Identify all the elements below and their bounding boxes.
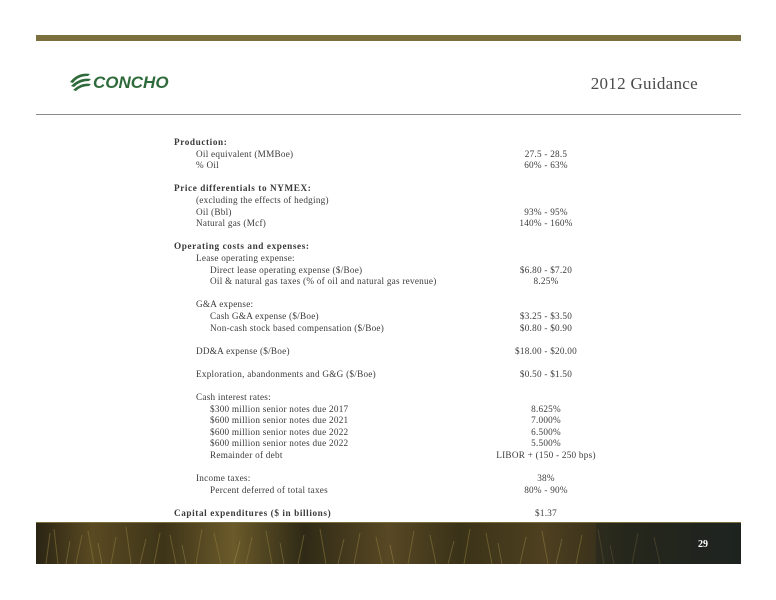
row-label: Natural gas (Mcf)	[196, 218, 267, 229]
row-value: $3.25 - $3.50	[519, 310, 573, 321]
row-label: Oil & natural gas taxes (% of oil and natural gas revenue)	[210, 276, 437, 287]
row-value: $0.50 - $1.50	[519, 368, 573, 379]
subsection-heading: G&A expense:	[196, 299, 254, 310]
row-value: 140% - 160%	[519, 218, 573, 229]
table-row	[174, 253, 614, 265]
row-label: DD&A expense ($/Boe)	[196, 345, 290, 356]
row-value: 60% - 63%	[524, 160, 568, 171]
table-row	[174, 195, 614, 207]
grass-texture	[36, 523, 741, 564]
section-operating-costs	[174, 241, 614, 253]
table-row	[174, 392, 614, 404]
subsection-heading: Income taxes:	[196, 473, 251, 484]
row-value: 8.625%	[531, 403, 561, 414]
table-row	[174, 473, 614, 485]
row-label: Non-cash stock based compensation ($/Boe)	[210, 322, 385, 333]
row-value: $18.00 - $20.00	[515, 345, 577, 356]
row-value: LIBOR + (150 - 250 bps)	[496, 450, 596, 461]
row-value: 8.25%	[533, 276, 559, 287]
table-row	[174, 369, 614, 381]
title-divider	[36, 114, 741, 115]
table-row	[174, 404, 614, 416]
landscape-banner	[36, 523, 741, 564]
row-label: $600 million senior notes due 2022	[210, 438, 349, 449]
row-label: Percent deferred of total taxes	[210, 484, 328, 495]
row-value: 5.500%	[531, 438, 561, 449]
table-row	[174, 485, 614, 497]
section-heading: Operating costs and expenses:	[174, 241, 310, 252]
row-value: $0.80 - $0.90	[519, 322, 573, 333]
row-value: 7.000%	[531, 415, 561, 426]
section-heading: Price differentials to NYMEX:	[174, 183, 312, 194]
subsection-heading: Lease operating expense:	[196, 252, 295, 263]
table-row	[174, 450, 614, 462]
row-label: % Oil	[196, 160, 219, 171]
table-row	[174, 346, 614, 358]
page-title: 2012 Guidance	[590, 74, 698, 93]
row-value: 27.5 - 28.5	[524, 148, 568, 159]
row-value: 6.500%	[531, 426, 561, 437]
section-production	[174, 137, 614, 149]
row-value: $6.80 - $7.20	[519, 264, 573, 275]
table-row	[174, 218, 614, 230]
section-heading: Capital expenditures ($ in billions)	[174, 508, 332, 518]
page-number: 29	[698, 539, 708, 550]
table-row	[174, 311, 614, 323]
row-label: Direct lease operating expense ($/Boe)	[210, 264, 363, 275]
row-note: (excluding the effects of hedging)	[196, 194, 329, 205]
table-row	[174, 265, 614, 277]
table-row	[174, 427, 614, 439]
section-capex	[174, 508, 614, 520]
row-label: Oil (Bbl)	[196, 206, 232, 217]
table-row	[174, 415, 614, 427]
table-row	[174, 323, 614, 335]
row-label: $300 million senior notes due 2017	[210, 403, 349, 414]
row-label: Oil equivalent (MMBoe)	[196, 148, 294, 159]
row-value: $1.37	[535, 508, 557, 518]
table-row	[174, 207, 614, 219]
row-value: 80% - 90%	[524, 484, 568, 495]
top-accent-rule	[36, 35, 741, 41]
row-label: Cash G&A expense ($/Boe)	[210, 310, 319, 321]
table-row	[174, 438, 614, 450]
row-label: $600 million senior notes due 2021	[210, 415, 349, 426]
row-label: Remainder of debt	[210, 450, 283, 461]
concho-logo	[68, 68, 188, 92]
row-value: 38%	[537, 473, 555, 484]
section-price-differentials	[174, 183, 614, 195]
row-label: Exploration, abandonments and G&G ($/Boe)	[196, 368, 376, 379]
guidance-table	[174, 137, 614, 520]
table-row	[174, 276, 614, 288]
table-row	[174, 149, 614, 161]
table-row	[174, 299, 614, 311]
section-heading: Production:	[174, 137, 228, 147]
row-label: $600 million senior notes due 2022	[210, 426, 349, 437]
table-row	[174, 160, 614, 172]
svg-text:CONCHO: CONCHO	[93, 73, 169, 92]
subsection-heading: Cash interest rates:	[196, 392, 271, 403]
row-value: 93% - 95%	[524, 206, 568, 217]
